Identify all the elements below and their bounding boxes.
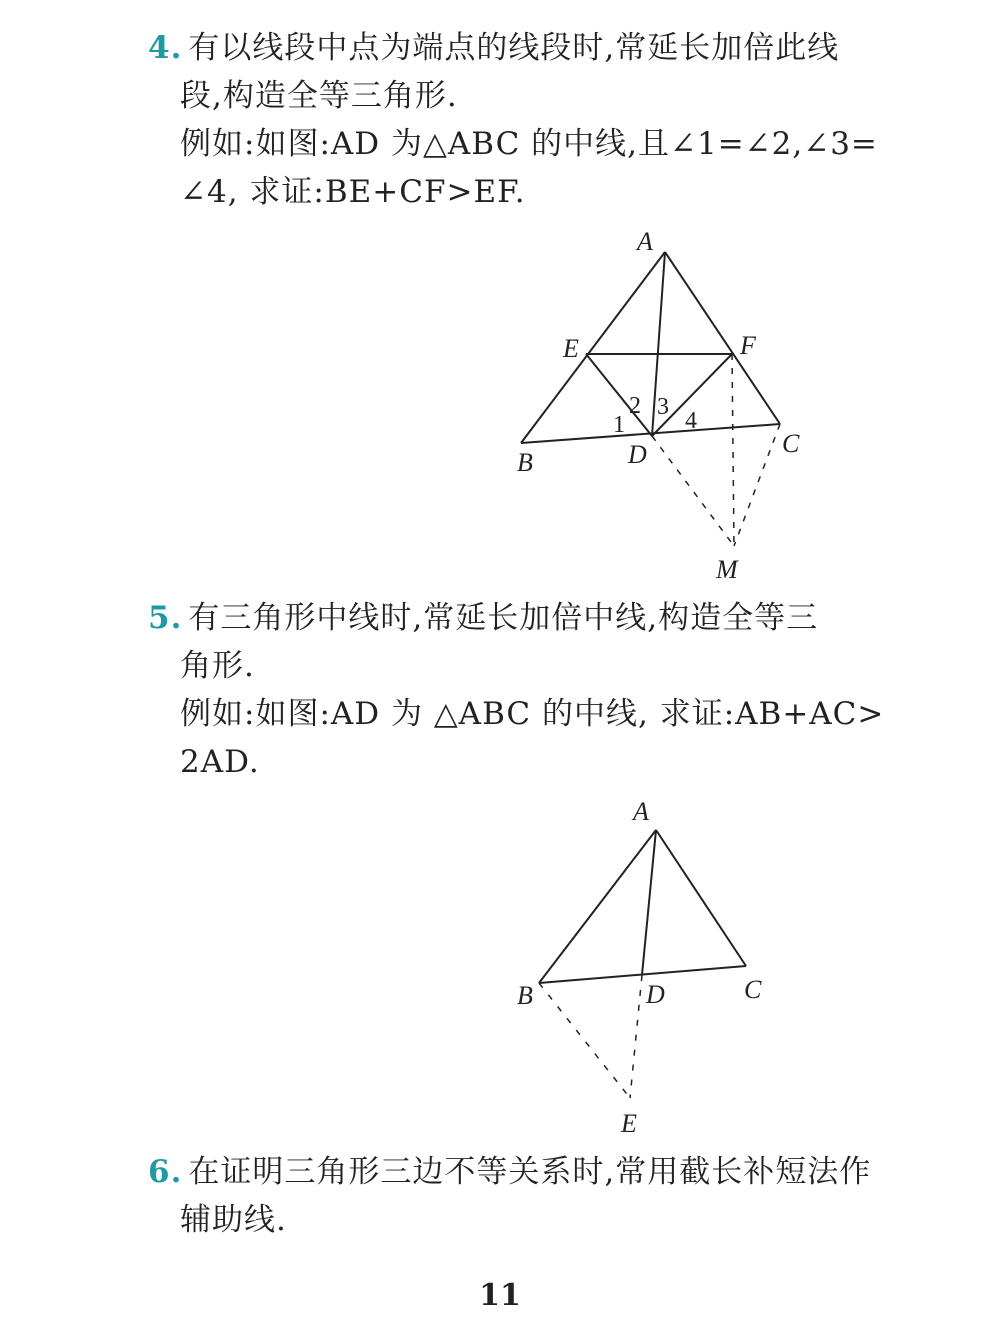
item-5-example-line-2: 2AD. (180, 744, 260, 780)
fig2-label-b: B (517, 981, 533, 1010)
fig1-angle-3: 3 (657, 394, 669, 420)
figure-2-svg (500, 792, 800, 1142)
fig1-angle-1: 1 (613, 412, 625, 438)
item-4-line-1: 4. 有以线段中点为端点的线段时,常延长加倍此线 (148, 30, 840, 66)
fig1-label-m: M (716, 555, 738, 584)
item-6 (148, 1148, 872, 1244)
fig1-side-ab (521, 252, 665, 443)
item-4-example-line-2: ∠4, 求证:BE+CF>EF. (180, 174, 526, 210)
item-5-line-1: 5. 有三角形中线时,常延长加倍中线,构造全等三 (148, 600, 819, 636)
fig2-label-c: C (744, 975, 762, 1004)
fig2-label-e: E (621, 1109, 637, 1138)
fig1-angle-2: 2 (629, 393, 641, 419)
item-4 (148, 24, 878, 216)
fig2-label-a: A (633, 797, 649, 826)
fig2-dashed-de (630, 975, 642, 1098)
figure-1-svg (500, 222, 830, 592)
item-4-number: 4. (148, 30, 183, 66)
fig1-label-d: D (628, 440, 647, 469)
fig1-label-b: B (517, 448, 533, 477)
item-6-line-1: 6. 在证明三角形三边不等关系时,常用截长补短法作 (148, 1154, 872, 1190)
fig1-side-ac (665, 252, 780, 424)
fig1-dashed-dm (652, 436, 734, 546)
item-4-line-2: 段,构造全等三角形. (180, 78, 458, 114)
item-5-number: 5. (148, 600, 183, 636)
fig1-label-c: C (782, 429, 800, 458)
fig2-side-ab (539, 830, 656, 983)
fig1-label-e: E (563, 334, 579, 363)
figure-2 (500, 792, 800, 1142)
item-5-example-line-1: 例如:如图:AD 为 △ABC 的中线, 求证:AB+AC> (180, 696, 885, 732)
fig1-angle-4: 4 (685, 408, 697, 434)
fig2-dashed-be (539, 983, 630, 1098)
fig2-median-ad (642, 830, 656, 975)
item-6-number: 6. (148, 1154, 183, 1190)
fig1-label-a: A (637, 227, 653, 256)
figure-1 (500, 222, 830, 592)
item-5-line-2: 角形. (180, 648, 255, 684)
fig2-label-d: D (646, 980, 665, 1009)
fig2-side-ac (656, 830, 746, 966)
item-4-example-line-1: 例如:如图:AD 为△ABC 的中线,且∠1=∠2,∠3= (180, 126, 878, 162)
fig1-dashed-fm (732, 354, 734, 546)
item-6-line-2: 辅助线. (180, 1202, 287, 1238)
fig1-dashed-cm (734, 424, 780, 546)
fig1-label-f: F (740, 331, 756, 360)
item-5 (148, 594, 885, 786)
page-number: 11 (479, 1278, 521, 1313)
